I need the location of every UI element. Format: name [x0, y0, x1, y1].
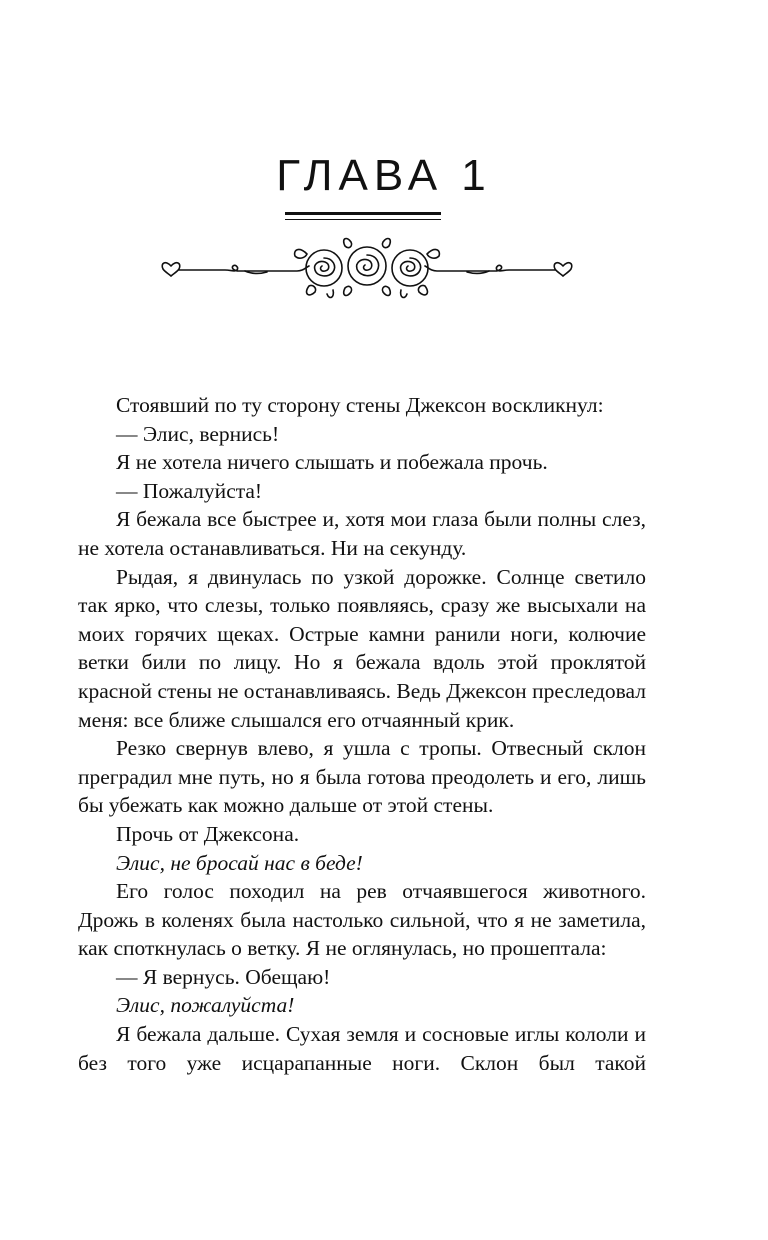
- paragraph: Я не хотела ничего слышать и побежала прочь.: [116, 450, 548, 475]
- paragraph: Я бежала все быстрее и, хотя мои глаза были полны слез, не хотела останавливаться. Ни на секунду.: [78, 507, 646, 560]
- title-underline-thick: [285, 212, 441, 215]
- italic-paragraph: Элис, не бросай нас в беде!: [116, 850, 363, 875]
- title-underline-thin: [285, 219, 441, 220]
- paragraph: — Я вернусь. Обещаю!: [116, 964, 331, 989]
- paragraph: Прочь от Джексона.: [116, 821, 300, 846]
- chapter-title: ГЛАВА 1: [276, 151, 492, 200]
- paragraph: Рыдая, я двинулась по узкой дорожке. Солнце светило так ярко, что слезы, только появляясь, сразу же высыхали на моих горячих щеках. Острые камни ранили ноги, колючие ветки били по лицу. Но я бежала вдоль этой проклятой красной стены не останавливаясь. Ведь Джексон преследовал меня: все ближе слышался его отчаянный крик.: [78, 564, 646, 732]
- paragraph: — Пожалуйста!: [116, 478, 263, 503]
- body-text: [78, 391, 646, 1077]
- paragraph: Стоявший по ту сторону стены Джексон воскликнул:: [116, 393, 604, 417]
- paragraph: Резко свернув влево, я ушла с тропы. Отвесный склон преградил мне путь, но я была готова преодолеть и его, лишь бы убежать как можно дальше от этой стены.: [78, 736, 646, 818]
- italic-paragraph: Элис, пожалуйста!: [116, 993, 295, 1018]
- paragraph: Я бежала дальше. Сухая земля и сосновые иглы кололи и без того уже исцарапанные ноги. Склон был такой: [78, 1022, 646, 1075]
- rose-ornament-divider: [157, 236, 577, 304]
- paragraph: Его голос походил на рев отчаявшегося животного. Дрожь в коленях была настолько сильной, что я не заметила, как споткнулась о ветку. Я не оглянулась, но прошептала:: [78, 879, 646, 961]
- paragraph: — Элис, вернись!: [116, 421, 280, 446]
